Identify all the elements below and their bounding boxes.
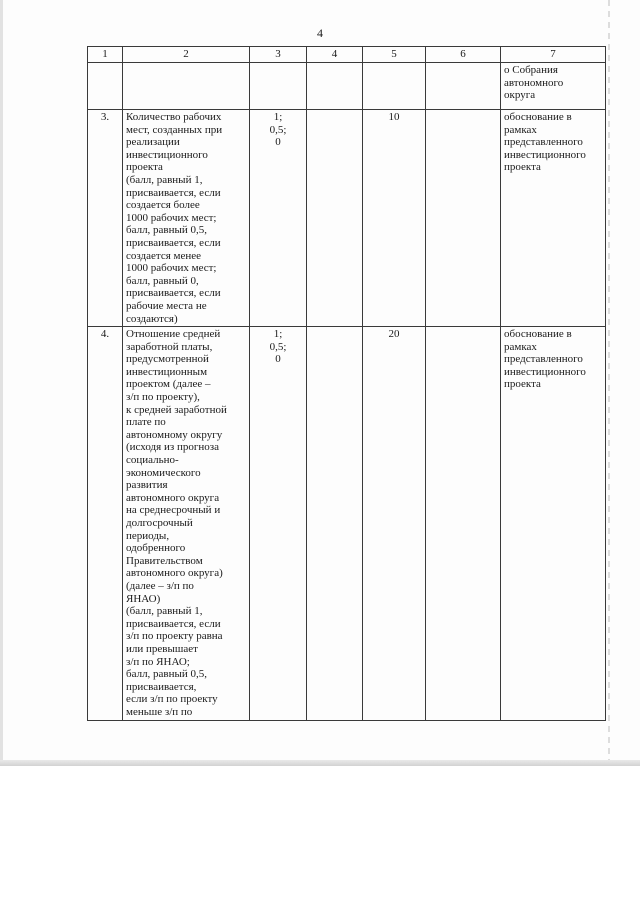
source-cell: обоснование в рамках представленного инвестиционного проекта [501,110,606,327]
column-header-1: 1 [88,47,123,63]
header-row [88,47,606,63]
column-header-4: 4 [307,47,363,63]
continuation-row [88,63,606,110]
table-row [88,110,606,327]
cont-cell-1 [88,63,123,110]
row-number: 3. [88,110,123,327]
source-cell: обоснование в рамках представленного инвестиционного проекта [501,327,606,720]
cont-cell-4 [307,63,363,110]
column-header-7: 7 [501,47,606,63]
scan-bottom-edge [0,760,640,766]
points-cell: 1; 0,5; 0 [250,110,307,327]
criterion-cell: Отношение средней заработной платы, предусмотренной инвестиционным проектом (далее – з/п по проекту), к средней заработной плате по автономному округу (исходя из прогноза социально- экономического развития автономного округа на среднесрочный и долгосрочный периоды, одобренного Правительством автономного округа) (далее – з/п по ЯНАО) (балл, равный 1, присваивается, если з/п по проекту равна или превышает з/п по ЯНАО; балл, равный 0,5, присваивается, если з/п по проекту меньше з/п по [123,327,250,720]
cont-cell-5 [363,63,426,110]
scan-left-edge [0,0,3,765]
criteria-table [87,46,606,721]
cont-cell-3 [250,63,307,110]
column-header-3: 3 [250,47,307,63]
row-number: 4. [88,327,123,720]
table-row [88,327,606,720]
scan-right-edge [608,0,610,765]
col4-cell [307,327,363,720]
weight-cell: 20 [363,327,426,720]
col6-cell [426,327,501,720]
column-header-2: 2 [123,47,250,63]
cont-cell-2 [123,63,250,110]
col6-cell [426,110,501,327]
weight-cell: 10 [363,110,426,327]
column-header-5: 5 [363,47,426,63]
column-header-6: 6 [426,47,501,63]
points-cell: 1; 0,5; 0 [250,327,307,720]
cont-cell-source: о Собрания автономного округа [501,63,606,110]
criterion-cell: Количество рабочих мест, созданных при реализации инвестиционного проекта (балл, равный 1, присваивается, если создается более 1000 рабочих мест; балл, равный 0,5, присваивается, если создается менее 1000 рабочих мест; балл, равный 0, присваивается, если рабочие места не создаются) [123,110,250,327]
page-number: 4 [317,26,323,40]
cont-cell-6 [426,63,501,110]
col4-cell [307,110,363,327]
